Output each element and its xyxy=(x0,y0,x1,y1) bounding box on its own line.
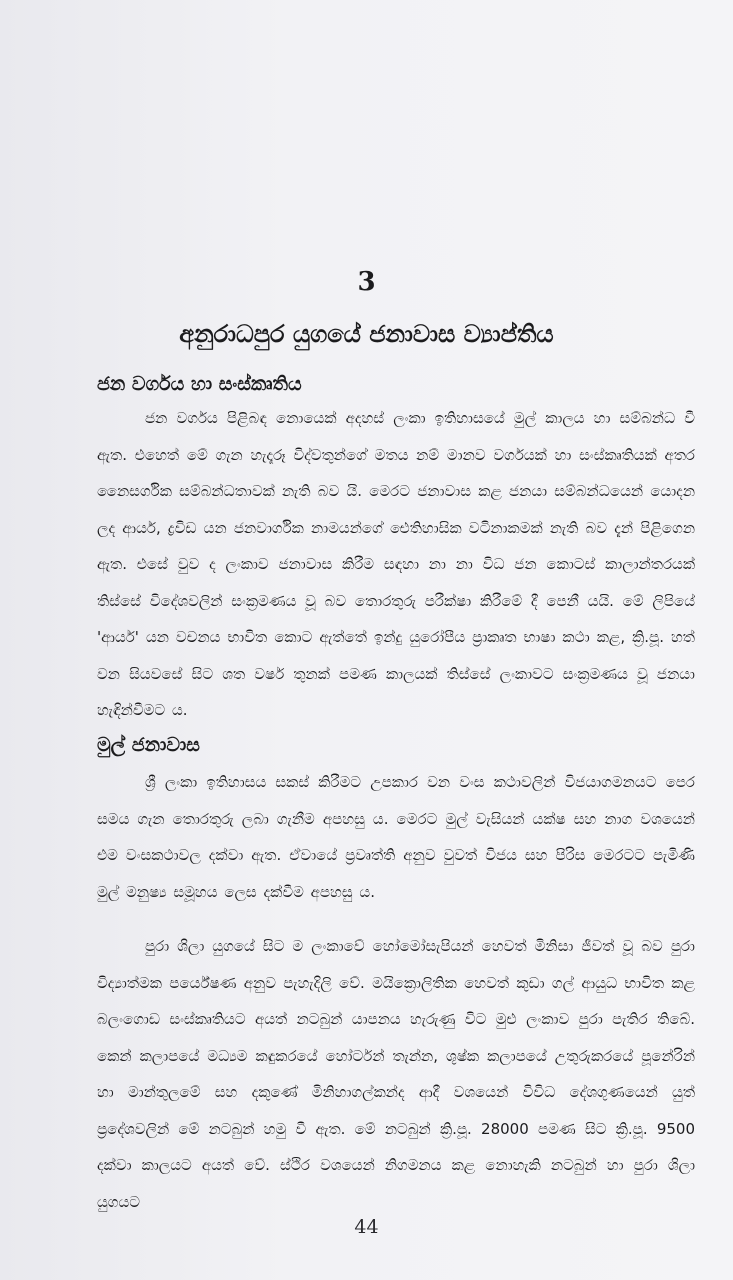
section-heading-ethnicity-culture: ජන වර්ගය හා සංස්කෘතිය xyxy=(97,373,302,395)
section-heading-early-settlements: මුල් ජනාවාස xyxy=(97,734,200,756)
paragraph-ethnicity-culture: ජන වර්ගය පිළිබඳ නොයෙක් අදහස් ලංකා ඉතිහාසයේ මුල් කාලය හා සම්බන්ධ වී ඇත. එහෙත් මේ ගැන හැදෑරූ විද්වතුන්ගේ මතය නම් මානව වර්ගයක් හා සංස්කෘතියක් අතර නෛසර්ගික සම්බන්ධතාවක් නැති බව යි. මෙරට ජනාවාස කළ ජනයා සම්බන්ධයෙන් යොදන ලද ආර්ය, ද්‍රවිඩ යන ජනවාර්ගික නාමයන්ගේ ඓතිහාසික වටිනාකමක් නැති බව දැන් පිළිගෙන ඇත. එසේ වුව ද ලංකාව ජනාවාස කිරීම සඳහා නා නා විධ ජන කොටස් කාලාන්තරයක් තිස්සේ විදේශවලින් සංක්‍රමණය වූ බව තොරතුරු පරීක්ෂා කිරීමේ දී පෙනී යයි. මේ ලිපියේ 'ආර්ය' යන වචනය භාවිත කොට ඇත්තේ ඉන්දු යුරෝපීය ප්‍රාකෘත භාෂා කථා කළ, ක්‍රි.පූ. හත් වන සියවසේ සිට ශත වර්ෂ තුනක් පමණ කාලයක් තිස්සේ ලංකාවට සංක්‍රමණය වූ ජනයා හැඳින්වීමට ය. xyxy=(97,409,695,719)
chapter-number: 3 xyxy=(357,267,376,297)
paragraph-early-settlements-1: ශ්‍රී ලංකා ඉතිහාසය සකස් කිරීමට උපකාර වන වංස කථාවලින් විජයාගමනයට පෙර සමය ගැන තොරතුරු ලබා ගැනීම අපහසු ය. මෙරට මුල් වැසියන් යක්ෂ සහ නාග වශයෙන් එම වංසකථාවල දක්වා ඇත. ඒවායේ ප්‍රවෘත්ති අනුව වුවත් විජය සහ පිරිස මෙරටට පැමිණි මුල් මනුෂ්‍ය සමූහය ලෙස දක්වීම අපහසු ය. xyxy=(97,773,695,901)
chapter-title: අනුරාධපුර යුගයේ ජනාවාස ව්‍යාප්තිය xyxy=(179,320,554,348)
paragraph-early-settlements-2: පුරා ශිලා යුගයේ සිට ම ලංකාවේ හෝමෝසැපියන් හෙවත් මිනිසා ජීවත් වූ බව පුරා විද්‍යාත්මක පර්යේෂණ අනුව පැහැදිලි වේ. මයික්‍රොලිතික හෙවත් කුඩා ගල් ආයුධ භාවිත කළ බලංගොඩ සංස්කෘතියට අයත් නටබුන් යාපනය හැරුණු විට මුළු ලංකාව පුරා පැතිර තිබේ. කෙන් කලාපයේ මධ්‍යම කඳුකරයේ හෝර්ටන් තැන්න, ශුෂ්ක කලාපයේ උතුරුකරයේ පූනේරින් හා මාන්තුලමේ සහ දකුණේ මිනිහාගල්කන්ද ආදී වශයෙන් විවිධ දේශගුණයෙන් යුත් ප්‍රදේශවලින් මේ නටබුන් හමු වී ඇත. මේ නටබුන් ක්‍රි.පූ. 28000 පමණ සිට ක්‍රි.පූ. 9500 දක්වා කාලයට අයත් වේ. ස්ථිර වශයෙන් නිගමනය කළ නොහැකි නටබුන් හා පුරා ශිලා යුගයට xyxy=(97,937,695,1211)
page-number: 44 xyxy=(354,1216,379,1238)
